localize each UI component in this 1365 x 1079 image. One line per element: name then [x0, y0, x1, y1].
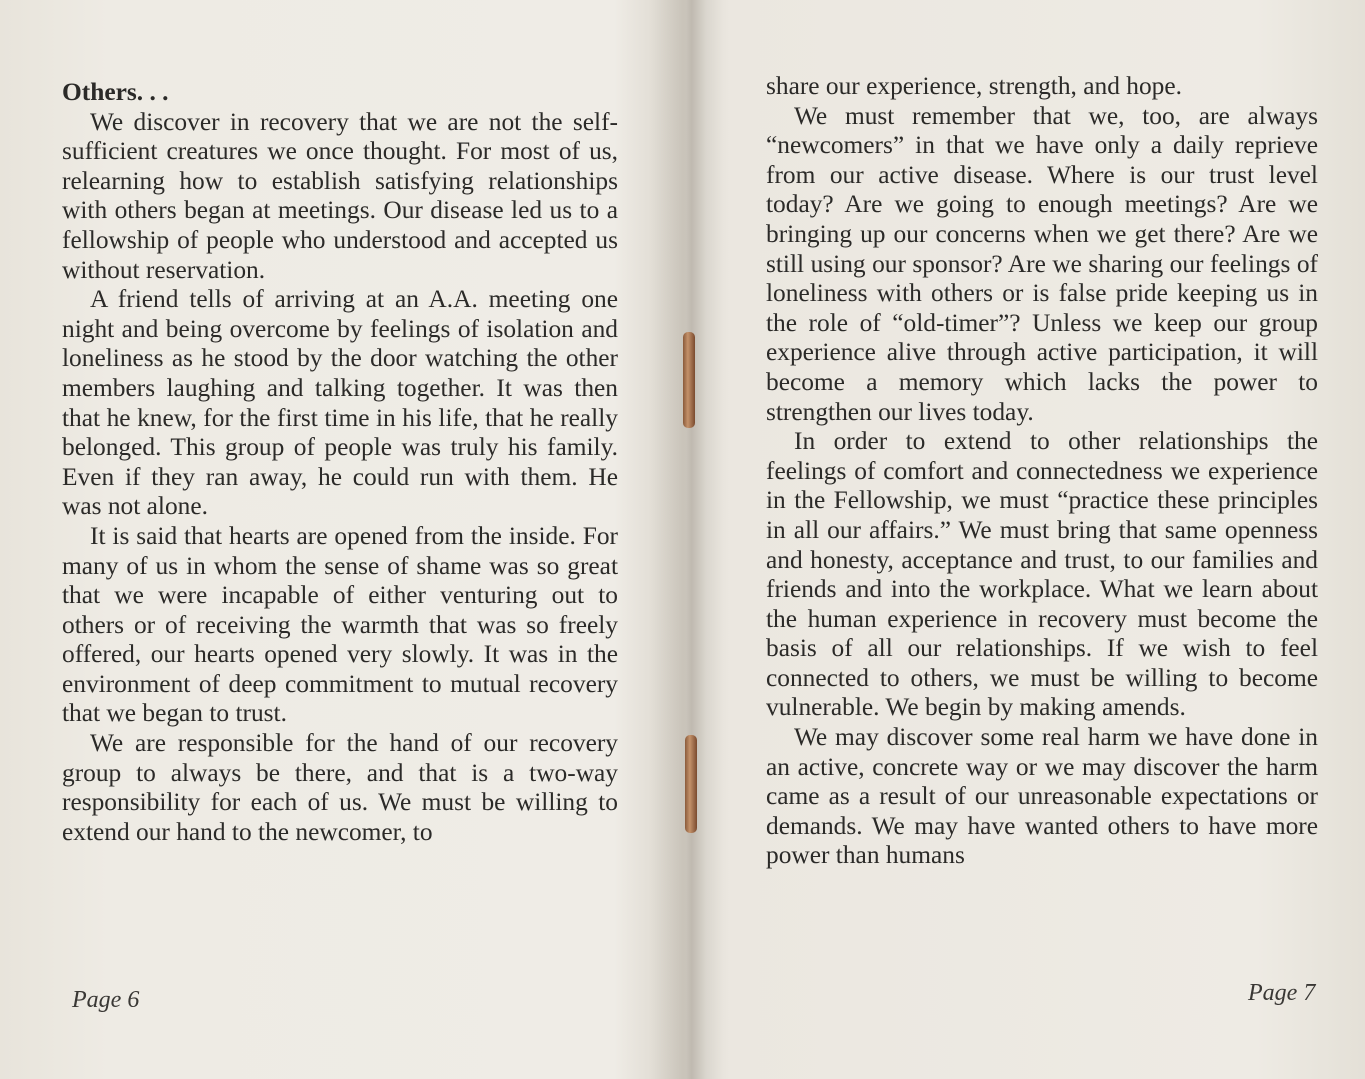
paragraph-continuation: share our experience, strength, and hope. — [766, 72, 1182, 100]
right-page — [766, 0, 1318, 1079]
paragraph: We must remember that we, too, are always “newcomers” in that we have only a daily reprieve from our active disease. Where is our trust level today? Are we going to enough meetings? Are we bringing up our concerns when we get there? Are we still using our sponsor? Are we sharing our feelings of loneliness with others or is false pride keeping us in the role of “old-timer”? Unless we keep our group experience alive through active participation, it will become a memory which lacks the power to strengthen our lives today. — [766, 101, 1318, 426]
section-heading: Others. . . — [62, 78, 169, 106]
paragraph: In order to extend to other relationships the feelings of comfort and connectedness we experience in the Fellowship, we must “practice these principles in all our affairs.” We must bring that same openness and honesty, acceptance and trust, to our families and friends and into the workplace. What we learn about the human experience in recovery must become the basis of all our relationships. If we wish to feel connected to others, we must be willing to become vulnerable. We begin by making amends. — [766, 427, 1318, 722]
page-number: Page 6 — [72, 987, 140, 1013]
paragraph: We may discover some real harm we have done in an active, concrete way or we may discover the harm came as a result of our unreasonable expectations or demands. We may have wanted others to have more power than humans — [766, 723, 1318, 870]
page-number: Page 7 — [1248, 980, 1316, 1006]
staple-bottom — [685, 735, 697, 833]
paragraph: We discover in recovery that we are not the self-sufficient creatures we once thought. For most of us, relearning how to establish satisfying relationships with others began at meetings. Our disease led us to a fellowship of people who understood and accepted us without reservation. — [62, 107, 618, 284]
paragraph: We are responsible for the hand of our recovery group to always be there, and that is a two-way responsibility for each of us. We must be willing to extend our hand to the newcomer, to — [62, 729, 618, 846]
paragraph: It is said that hearts are opened from the inside. For many of us in whom the sense of shame was so great that we were incapable of either venturing out to others or of receiving the warmth that was so freely offered, our hearts opened very slowly. It was in the environment of deep commitment to mutual recovery that we began to trust. — [62, 521, 618, 728]
gutter-shadow — [650, 0, 730, 1079]
right-page-text — [766, 72, 1318, 871]
left-page-text — [62, 78, 618, 847]
left-page — [62, 0, 618, 1079]
staple-top — [683, 332, 695, 428]
paragraph: A friend tells of arriving at an A.A. meeting one night and being overcome by feelings of isolation and loneliness as he stood by the door watching the other members laughing and talking together. It was then that he knew, for the first time in his life, that he really belonged. This group of people was truly his family. Even if they ran away, he could run with them. He was not alone. — [62, 285, 618, 521]
